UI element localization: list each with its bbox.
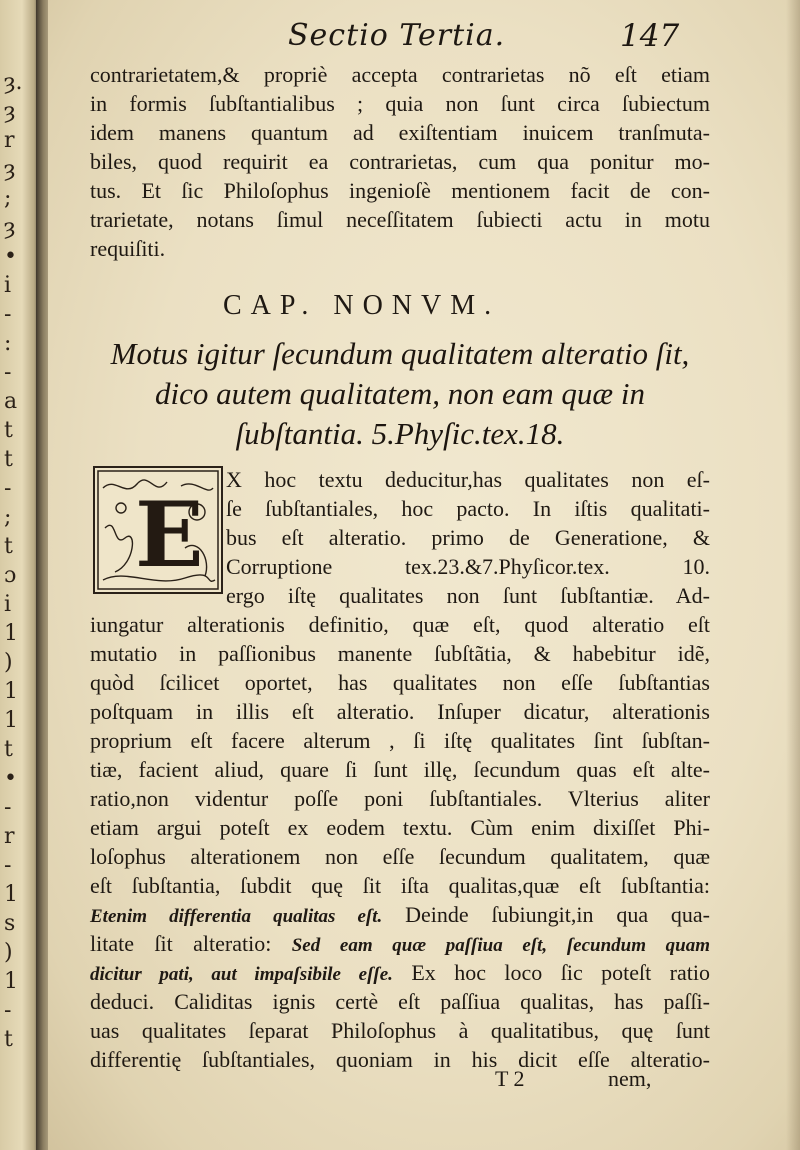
- text-line: tus. Et ſic Philoſophus ingenioſè mentionem facit de con-: [90, 178, 710, 203]
- text-line: Corruptione tex.23.&7.Phyſicor.tex. 10.: [226, 554, 710, 579]
- chapter-heading: CAP. NONVM.: [223, 290, 501, 321]
- facing-page-fragment: ȝ: [4, 215, 16, 240]
- text-line: mutatio in paſſionibus manente ſubſtãtia, & habebitur idẽ,: [90, 641, 710, 666]
- facing-page-fragment: ): [4, 650, 13, 675]
- facing-page-fragment: 1: [4, 679, 18, 704]
- facing-page-fragment: r: [4, 824, 15, 849]
- text-line: iungatur alterationis definitio, quæ eſt, quod alteratio eſt: [90, 612, 710, 637]
- facing-page-fragment: t: [4, 447, 13, 472]
- facing-page-fragment: ȝ: [4, 157, 16, 182]
- text-line: differentię ſubſtantiales, quoniam in his dicit eſſe alteratio-: [90, 1047, 710, 1072]
- rubric-line: ſubſtantia. 5.Phyſic.tex.18.: [235, 416, 565, 451]
- text-line: X hoc textu deducitur,has qualitates non eſ-: [226, 467, 710, 492]
- text-line: requiſiti.: [90, 236, 166, 261]
- facing-page-fragment: -: [4, 302, 12, 327]
- text-run: litate ſit alteratio:: [90, 931, 292, 956]
- text-line-mixed: [90, 958, 710, 987]
- facing-page-fragment: -: [4, 360, 12, 385]
- facing-page-fragment: -: [4, 998, 12, 1023]
- quotation: Sed eam quæ paſſiua eſt, ſecundum quam: [291, 935, 711, 956]
- text-line: tiæ, facient aliud, quare ſi ſunt illę, ſecundum quas eſt alte-: [90, 757, 710, 782]
- facing-page-fragment: -: [4, 476, 12, 501]
- text-line-mixed: [90, 929, 710, 958]
- text-line: biles, quod requirit ea contrarietas, cum qua ponitur mo-: [90, 149, 710, 174]
- rubric-line: Motus igitur ſecundum qualitatem alteratio ſit,: [110, 336, 690, 371]
- text-line: loſophus alterationem non eſſe ſecundum qualitatem, quæ: [90, 844, 710, 869]
- text-line: etiam argui poteſt ex eodem textu. Cùm enim dixiſſet Phi-: [90, 815, 710, 840]
- text-line: contrarietatem,& propriè accepta contrarietas nõ eſt etiam: [90, 62, 710, 87]
- facing-page-fragment: t: [4, 534, 13, 559]
- page-number: 147: [620, 18, 680, 54]
- running-head: Sectio Tertia.: [288, 18, 506, 53]
- page-edge-shadow: [786, 0, 800, 1150]
- facing-page-fragment: a: [4, 389, 18, 414]
- text-run: Ex hoc loco ſic poteſt ratio: [392, 960, 710, 985]
- text-line: ratio,non videntur poſſe poni ſubſtantiales. Vlterius aliter: [90, 786, 710, 811]
- text-line: quòd ſcilicet oportet, has qualitates non eſſe ſubſtantias: [90, 670, 710, 695]
- facing-page-fragment: 1: [4, 621, 18, 646]
- facing-page-fragment: -: [4, 853, 12, 878]
- facing-page-fragment: -: [4, 795, 12, 820]
- facing-page-fragment: ;: [4, 186, 12, 211]
- facing-page-fragment: ): [4, 940, 13, 965]
- initial-letter: E: [135, 482, 204, 588]
- facing-page-edge: [0, 0, 40, 1150]
- facing-page-fragment: :: [4, 331, 12, 356]
- facing-page-fragment: i: [4, 592, 12, 617]
- text-line: ſe ſubſtantiales, hoc pacto. In iſtis qualitati-: [226, 496, 710, 521]
- text-line: in formis ſubſtantialibus ; quia non ſunt circa ſubiectum: [90, 91, 710, 116]
- facing-page-fragment: •: [4, 244, 17, 269]
- book-page: [48, 0, 800, 1150]
- facing-page-fragment: ȝ.: [4, 70, 23, 95]
- quotation: Etenim differentia qualitas eſt.: [90, 906, 383, 927]
- facing-page-fragment: ɔ: [4, 563, 17, 588]
- facing-page-fragment: t: [4, 418, 13, 443]
- text-line: idem manens quantum ad exiſtentiam inuicem tranſmuta-: [90, 120, 710, 145]
- text-line: eſt ſubſtantia, ſubdit quę ſit iſta qualitas,quæ eſt ſubſtantia:: [90, 873, 710, 898]
- facing-page-fragment: 1: [4, 708, 18, 733]
- quotation: dicitur pati, aut impaſsibile eſſe.: [90, 964, 393, 985]
- signature-mark: T 2: [495, 1066, 525, 1091]
- text-run: Deinde ſubiungit,in qua qua-: [382, 902, 710, 927]
- top-paragraph: [90, 60, 710, 263]
- facing-page-fragment: •: [4, 766, 17, 791]
- text-line: deduci. Caliditas ignis certè eſt paſſiua qualitas, has paſſi-: [90, 989, 710, 1014]
- text-line: poſtquam in illis eſt alteratio. Inſuper dicatur, alterationis: [90, 699, 710, 724]
- catchword: nem,: [608, 1066, 652, 1091]
- main-paragraph: [90, 465, 710, 1074]
- facing-page-fragment: i: [4, 273, 12, 298]
- text-line: proprium eſt facere alterum , ſi iſtę qualitates ſint ſubſtan-: [90, 728, 710, 753]
- chapter-rubric: [90, 334, 710, 454]
- page-footer: [48, 1066, 800, 1096]
- facing-page-fragment: ȝ: [4, 99, 16, 124]
- text-line: trarietate, notans ſimul neceſſitatem ſubiecti actu in motu: [90, 207, 710, 232]
- facing-page-fragment: t: [4, 1027, 13, 1052]
- text-line: bus eſt alteratio. primo de Generatione, &: [226, 525, 710, 550]
- text-line-mixed: [90, 900, 710, 929]
- facing-page-fragment: ;: [4, 505, 12, 530]
- facing-page-fragment: 1: [4, 882, 18, 907]
- rubric-line: dico autem qualitatem, non eam quæ in: [155, 376, 645, 411]
- facing-page-fragment: s: [4, 911, 16, 936]
- facing-page-fragment: 1: [4, 969, 18, 994]
- text-line: uas qualitates ſeparat Philoſophus à qualitatibus, quę ſunt: [90, 1018, 710, 1043]
- page-header: [48, 18, 800, 58]
- facing-page-fragment: r: [4, 128, 15, 153]
- facing-page-fragment: t: [4, 737, 13, 762]
- text-line: ergo iſtę qualitates non ſunt ſubſtantiæ. Ad-: [226, 583, 710, 608]
